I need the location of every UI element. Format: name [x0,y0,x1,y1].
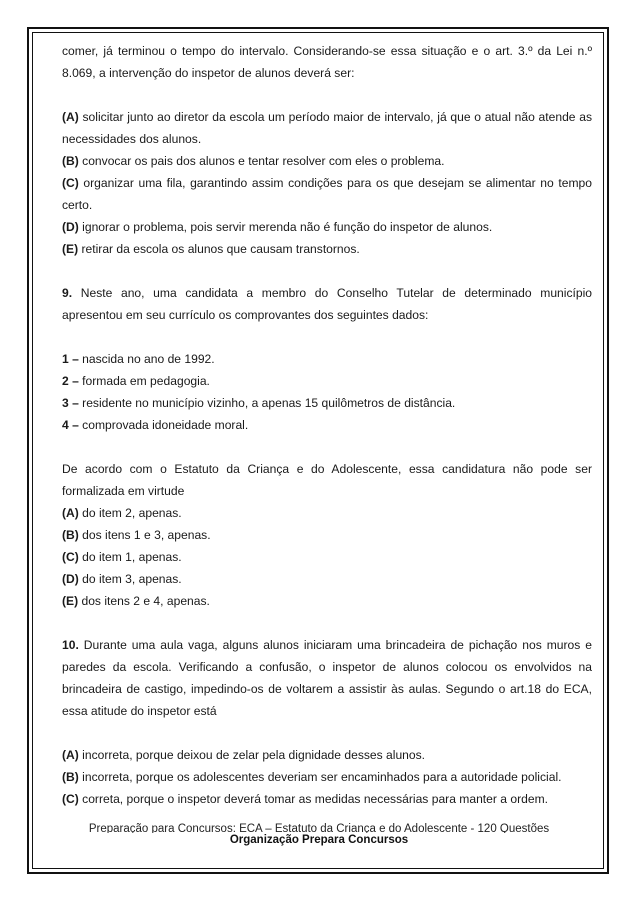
option-label: (C) [62,792,79,806]
item-text: nascida no ano de 1992. [78,352,215,366]
q8-option-d [62,216,592,238]
q9-item-2 [62,370,592,392]
footer-organization: Organização Prepara Concursos [229,834,409,846]
spacer [62,84,592,106]
q8-option-a [62,106,592,150]
q10-option-c [62,788,592,810]
question-number: 9. [62,286,73,300]
option-label: (D) [62,572,79,586]
q8-option-b [62,150,592,172]
option-text: correta, porque o inspetor deverá tomar as medidas necessárias para manter a ordem. [78,792,549,806]
option-label: (E) [62,594,79,608]
question-9 [62,282,592,326]
option-text: retirar da escola os alunos que causam transtornos. [78,242,360,256]
document-body [62,40,592,810]
question-10 [62,634,592,722]
question-text: Neste ano, uma candidata a membro do Conselho Tutelar de determinado município apresentou em seu currículo os comprovantes dos seguintes dados: [62,286,592,322]
q10-option-b [62,766,592,788]
item-text: comprovada idoneidade moral. [78,418,249,432]
option-text: organizar uma fila, garantindo assim condições para os que desejam se alimentar no tempo certo. [62,176,592,212]
item-label: 4 – [62,418,79,432]
option-label: (B) [62,528,79,542]
option-text: do item 3, apenas. [78,572,182,586]
q9-item-4 [62,414,592,436]
q9-item-1 [62,348,592,370]
option-text: ignorar o problema, pois servir merenda não é função do inspetor de alunos. [78,220,493,234]
option-text: incorreta, porque os adolescentes deveriam ser encaminhados para a autoridade policial. [78,770,562,784]
q8-option-e [62,238,592,260]
q9-option-a [62,502,592,524]
q9-option-c [62,546,592,568]
question-number: 10. [62,638,79,652]
q9-item-3 [62,392,592,414]
option-label: (E) [62,242,79,256]
item-text: formada em pedagogia. [78,374,210,388]
option-text: dos itens 2 e 4, apenas. [78,594,210,608]
option-label: (B) [62,154,79,168]
option-text: solicitar junto ao diretor da escola um período maior de intervalo, já que o atual não atende as necessidades dos alunos. [62,110,592,146]
spacer [62,436,592,458]
item-text: residente no município vizinho, a apenas 15 quilômetros de distância. [78,396,456,410]
option-label: (C) [62,550,79,564]
option-label: (D) [62,220,79,234]
item-label: 1 – [62,352,79,366]
stem-text: De acordo com o Estatuto da Criança e do Adolescente, essa candidatura não pode ser formalizada em virtude [62,462,592,498]
intro-paragraph [62,40,592,84]
option-label: (A) [62,748,79,762]
option-label: (B) [62,770,79,784]
option-text: incorreta, porque deixou de zelar pela dignidade desses alunos. [78,748,426,762]
q9-stem [62,458,592,502]
option-text: dos itens 1 e 3, apenas. [78,528,211,542]
spacer [62,326,592,348]
spacer [62,260,592,282]
option-label: (C) [62,176,79,190]
q9-option-d [62,568,592,590]
option-text: do item 2, apenas. [78,506,182,520]
q9-option-e [62,590,592,612]
spacer [62,612,592,634]
option-text: do item 1, apenas. [78,550,182,564]
spacer [62,722,592,744]
intro-text: comer, já terminou o tempo do intervalo. Considerando-se essa situação e o art. 3.º da Lei n.º 8.069, a intervenção do inspetor de alunos deverá ser: [62,44,592,80]
footer-title: Preparação para Concursos: ECA – Estatuto da Criança e do Adolescente - 120 Questões [88,823,550,833]
q9-option-b [62,524,592,546]
q8-option-c [62,172,592,216]
option-text: convocar os pais dos alunos e tentar resolver com eles o problema. [78,154,445,168]
q10-option-a [62,744,592,766]
item-label: 3 – [62,396,79,410]
item-label: 2 – [62,374,79,388]
option-label: (A) [62,506,79,520]
option-label: (A) [62,110,79,124]
question-text: Durante uma aula vaga, alguns alunos iniciaram uma brincadeira de pichação nos muros e paredes da escola. Verificando a confusão, o inspetor de alunos colocou os envolvidos na brincadeira de castigo, impedindo-os de voltarem a assistir às aulas. Segundo o art.18 do ECA, essa atitude do inspetor está [62,638,592,718]
